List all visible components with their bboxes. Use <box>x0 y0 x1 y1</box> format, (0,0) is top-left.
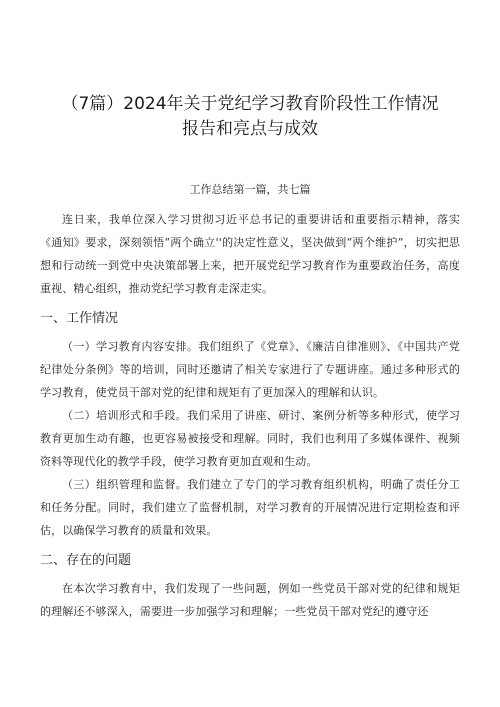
section-heading-work-status: 一、工作情况 <box>40 311 119 326</box>
work-status-paragraph-1: （一）学习教育内容安排。我们组织了《党章》、《廉洁自律准则》、《中国共产党纪律处分条例》等的培训，同时还邀请了相关专家进行了专题讲座。通过多种形式的学习教育，使党员干部对党的纪律和规矩有了更加深入的理解和认识。 <box>40 340 460 399</box>
problems-paragraph-1: 在本次学习教育中，我们发现了一些问题，例如一些党员干部对党的纪律和规矩的理解还不够深入，需要进一步加强学习和理解；一些党员干部对党纪的遵守还 <box>40 582 460 618</box>
title-line-1: （7篇）2024年关于党纪学习教育阶段性工作情况 <box>61 94 439 114</box>
work-status-paragraph-3: （三）组织管理和监督。我们建立了专门的学习教育组织机构，明确了责任分工和任务分配。同时，我们建立了监督机制，对学习教育的开展情况进行定期检查和评估，以确保学习教育的质量和效果。 <box>40 478 460 537</box>
intro-paragraph: 连日来，我单位深入学习贯彻习近平总书记的重要讲话和重要指示精神，落实《通知》要求，深刻领悟“两个确立''的决定性意义，坚决做到“两个维护”，切实把思想和行动统一到党中央决策部署上来，把开展党纪学习教育作为重要政治任务，高度重视、精心组织，推动党纪学习教育走深走实。 <box>40 213 460 295</box>
document-subtitle: 工作总结第一篇，共七篇 <box>189 183 311 196</box>
section-heading-problems: 二、存在的问题 <box>40 553 132 568</box>
title-line-2: 报告和亮点与成效 <box>182 119 318 139</box>
document-title <box>40 0 460 142</box>
work-status-paragraph-2: （二）培训形式和手段。我们采用了讲座、研讨、案例分析等多种形式，使学习教育更加生动有趣，也更容易被接受和理解。同时，我们也利用了多媒体课件、视频资料等现代化的教学手段，使学习教育更加直观和生动。 <box>40 409 460 468</box>
